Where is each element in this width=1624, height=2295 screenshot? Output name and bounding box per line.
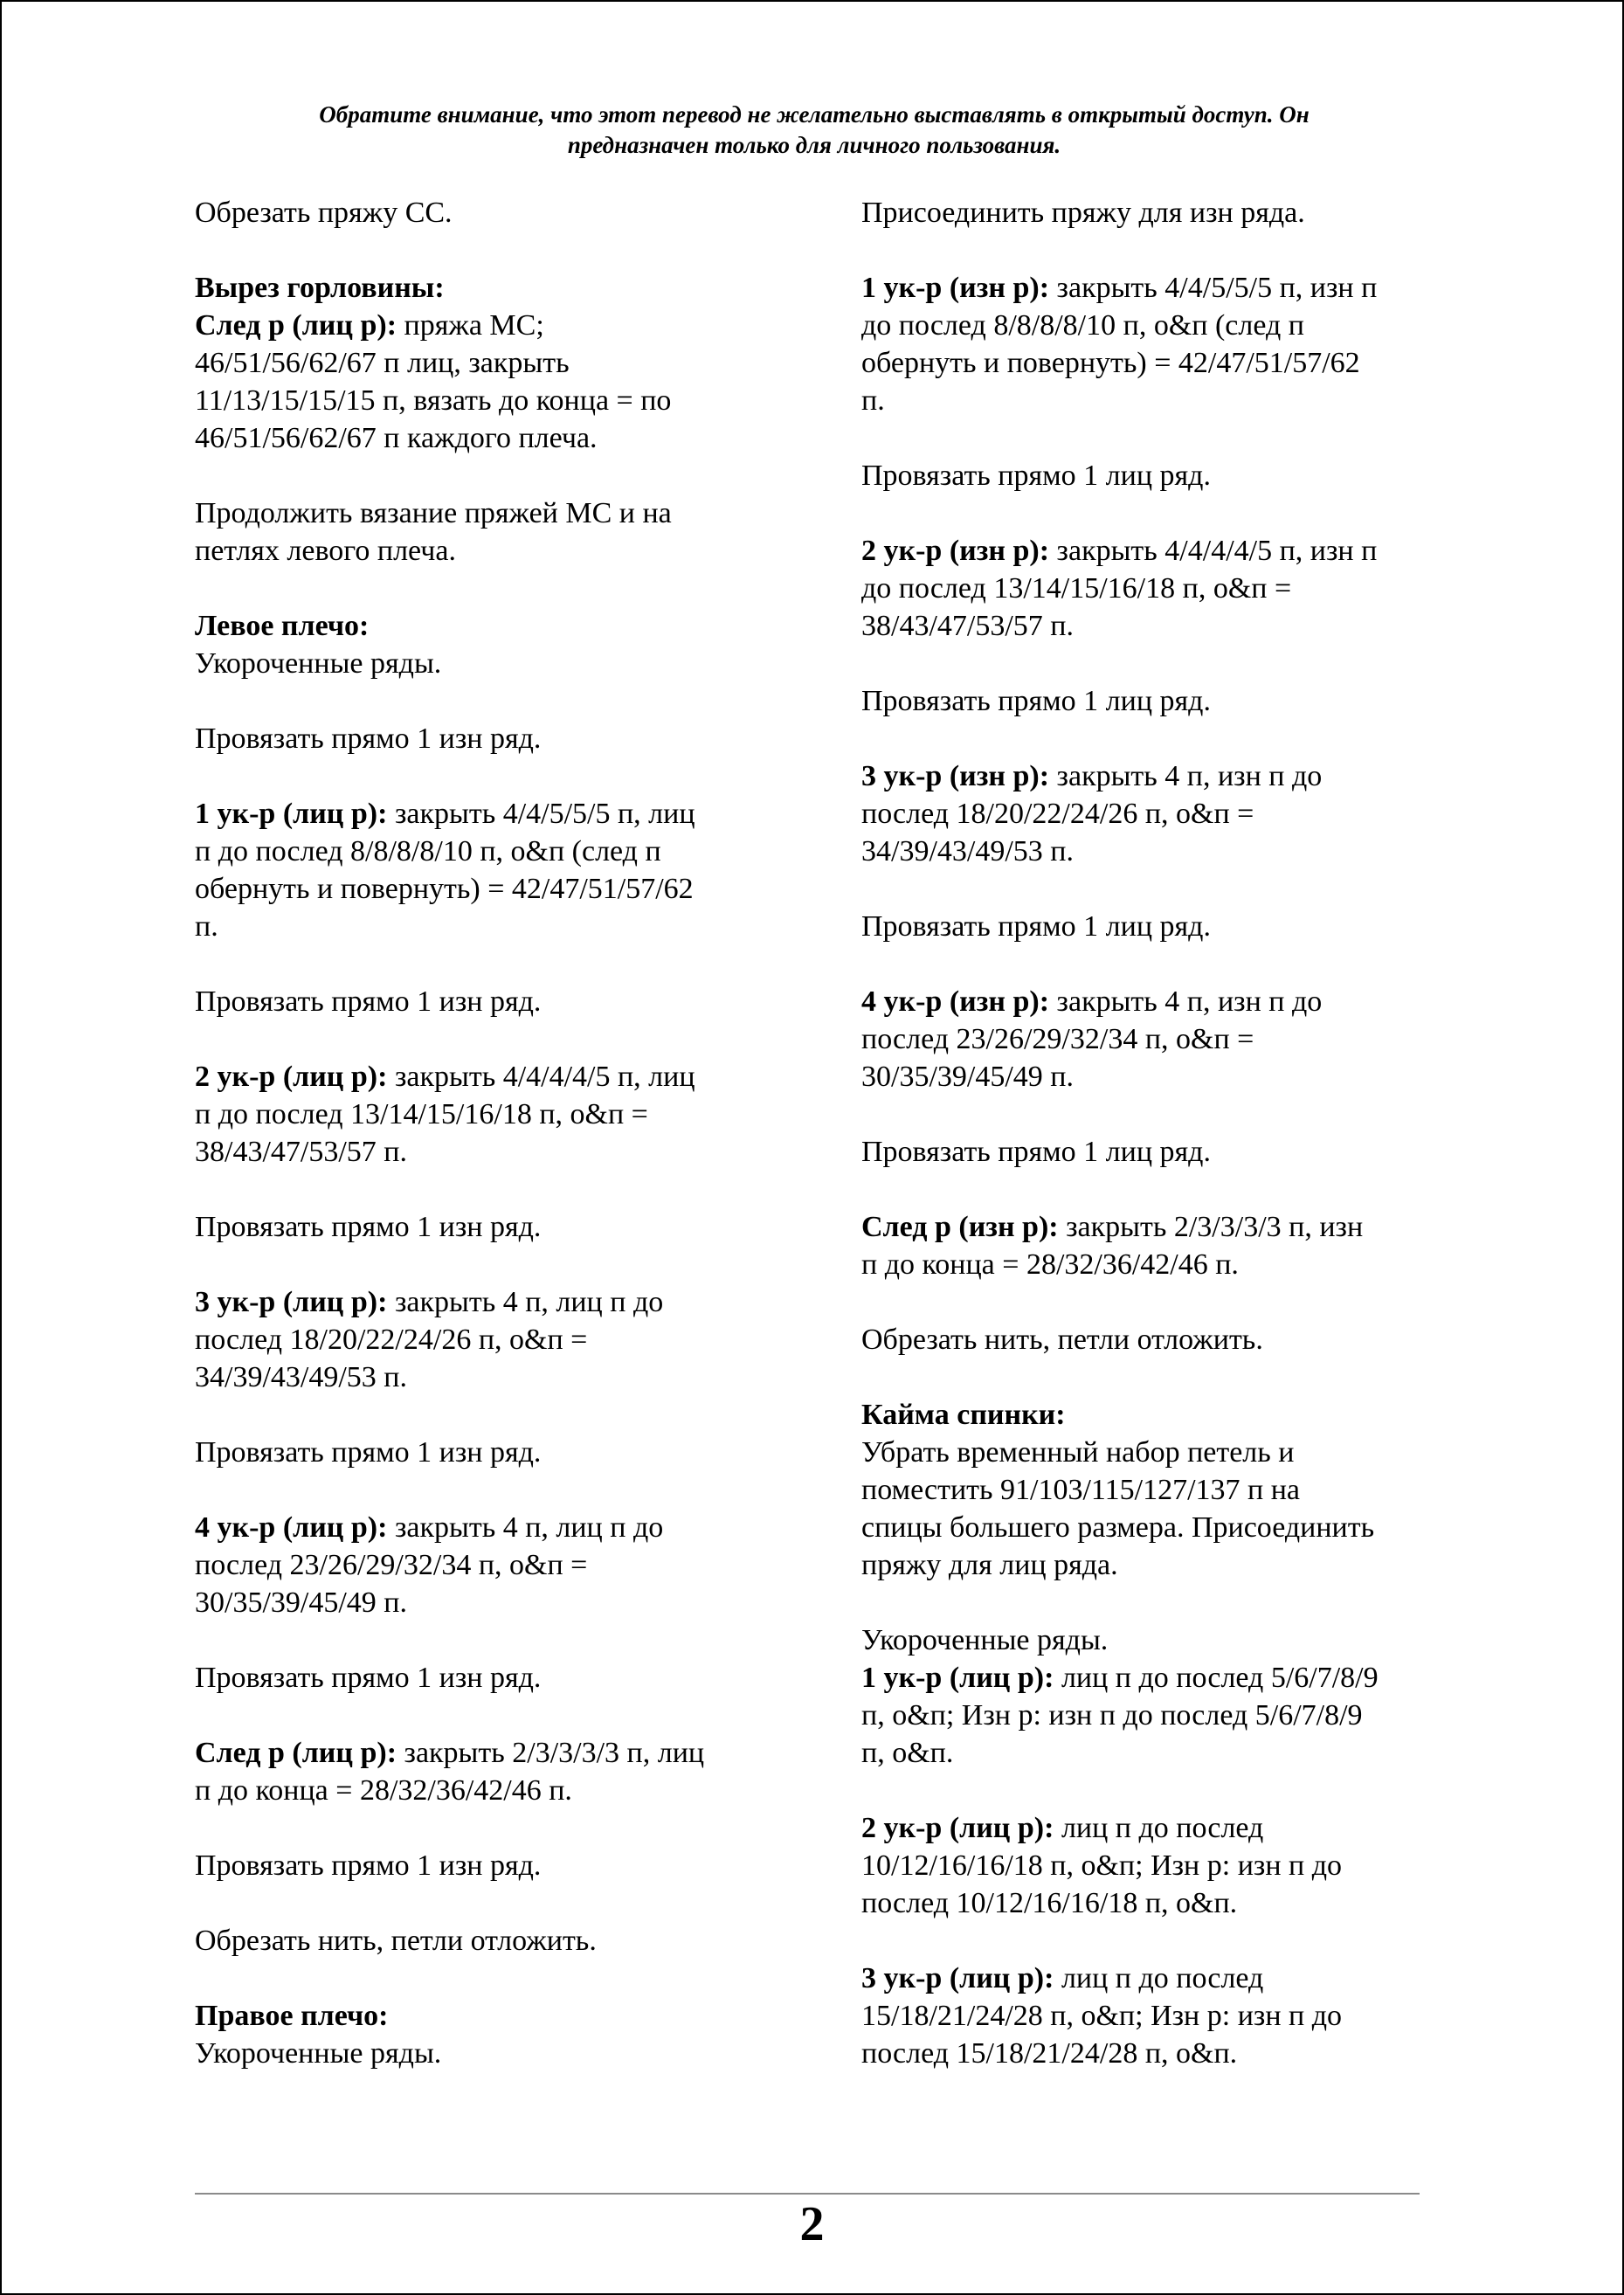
text-line bbox=[861, 1809, 1455, 1847]
paragraph bbox=[861, 1809, 1455, 1922]
footer-divider bbox=[195, 2193, 1420, 2195]
text-line bbox=[861, 983, 1455, 1020]
text-segment: п до конца = 28/32/36/42/46 п. bbox=[861, 1248, 1239, 1281]
paragraph bbox=[195, 1659, 789, 1697]
paragraph bbox=[195, 194, 789, 232]
text-segment: обернуть и повернуть) = 42/47/51/57/62 bbox=[861, 347, 1360, 379]
text-line bbox=[861, 1621, 1455, 1659]
text-segment: лиц п до послед 5/6/7/8/9 bbox=[1054, 1662, 1379, 1694]
text-segment: 30/35/39/45/49 п. bbox=[861, 1061, 1074, 1093]
text-line bbox=[195, 795, 789, 833]
text-line bbox=[195, 1358, 789, 1396]
text-line bbox=[195, 1283, 789, 1321]
text-segment: закрыть 4 п, изн п до bbox=[1049, 760, 1323, 792]
text-segment: 10/12/16/16/18 п, о&п; Изн р: изн п до bbox=[861, 1849, 1343, 1882]
text-segment: Провязать прямо 1 лиц ряд. bbox=[861, 460, 1211, 492]
bold-label: 3 ук-р (лиц р): bbox=[195, 1286, 388, 1318]
text-segment: пряжу для лиц ряда. bbox=[861, 1549, 1118, 1581]
paragraph bbox=[861, 1396, 1455, 1584]
paragraph bbox=[195, 1997, 789, 2072]
text-line bbox=[195, 2035, 789, 2072]
text-line bbox=[861, 457, 1455, 494]
notice-line: Обратите внимание, что этот перевод не желательно выставлять в открытый доступ. Он bbox=[319, 101, 1310, 128]
text-segment: Провязать прямо 1 лиц ряд. bbox=[861, 685, 1211, 717]
text-line bbox=[195, 1922, 789, 1960]
text-segment: п. bbox=[195, 910, 218, 943]
text-line bbox=[861, 1133, 1455, 1171]
text-line bbox=[861, 1847, 1455, 1884]
bold-label: 3 ук-р (лиц р): bbox=[861, 1962, 1054, 1994]
text-line bbox=[861, 1884, 1455, 1922]
text-line bbox=[195, 1434, 789, 1471]
bold-label: 4 ук-р (лиц р): bbox=[195, 1511, 388, 1544]
text-line bbox=[861, 833, 1455, 870]
text-line bbox=[195, 1772, 789, 1809]
paragraph bbox=[195, 607, 789, 682]
text-segment: лиц п до послед bbox=[1054, 1962, 1264, 1994]
text-segment: Укороченные ряды. bbox=[861, 1624, 1109, 1656]
bold-label: След р (изн р): bbox=[861, 1211, 1059, 1243]
text-segment: п. bbox=[861, 384, 885, 417]
text-line bbox=[195, 1734, 789, 1772]
paragraph bbox=[861, 457, 1455, 494]
text-line bbox=[861, 1058, 1455, 1096]
paragraph bbox=[861, 1621, 1455, 1772]
text-line bbox=[861, 908, 1455, 945]
paragraph bbox=[195, 1434, 789, 1471]
text-line bbox=[195, 344, 789, 382]
page-number: 2 bbox=[799, 2197, 825, 2251]
text-segment: Провязать прямо 1 изн ряд. bbox=[195, 1662, 542, 1694]
text-segment: пряжа МС; bbox=[397, 309, 544, 342]
text-segment: Присоединить пряжу для изн ряда. bbox=[861, 197, 1305, 229]
left-column bbox=[195, 194, 789, 2110]
text-line bbox=[861, 1960, 1455, 1997]
text-segment: Провязать прямо 1 изн ряд. bbox=[195, 722, 542, 755]
text-segment: п до послед 8/8/8/8/10 п, о&п (след п bbox=[195, 835, 661, 868]
text-line bbox=[861, 1509, 1455, 1546]
text-line bbox=[861, 1997, 1455, 2035]
text-segment: Провязать прямо 1 изн ряд. bbox=[195, 985, 542, 1018]
text-segment: Провязать прямо 1 лиц ряд. bbox=[861, 910, 1211, 943]
text-line bbox=[861, 269, 1455, 307]
text-line bbox=[861, 382, 1455, 419]
text-line bbox=[861, 344, 1455, 382]
text-line bbox=[195, 1208, 789, 1246]
text-line bbox=[861, 1734, 1455, 1772]
text-line bbox=[195, 720, 789, 757]
paragraph bbox=[195, 983, 789, 1020]
text-line bbox=[195, 1847, 789, 1884]
text-segment: послед 18/20/22/24/26 п, о&п = bbox=[195, 1324, 588, 1356]
text-line bbox=[195, 419, 789, 457]
text-segment: послед 18/20/22/24/26 п, о&п = bbox=[861, 798, 1254, 830]
paragraph bbox=[861, 1133, 1455, 1171]
text-line bbox=[861, 1321, 1455, 1358]
paragraph bbox=[195, 720, 789, 757]
text-line bbox=[861, 1546, 1455, 1584]
text-segment: Убрать временный набор петель и bbox=[861, 1436, 1295, 1469]
text-segment: закрыть 4 п, лиц п до bbox=[387, 1286, 664, 1318]
text-line bbox=[195, 1997, 789, 2035]
paragraph bbox=[861, 908, 1455, 945]
text-line bbox=[861, 1659, 1455, 1697]
text-segment: послед 23/26/29/32/34 п, о&п = bbox=[195, 1549, 588, 1581]
text-segment: закрыть 4/4/5/5/5 п, изн п bbox=[1049, 272, 1378, 304]
bold-label: Вырез горловины: bbox=[195, 272, 445, 304]
bold-label: Правое плечо: bbox=[195, 2000, 389, 2032]
bold-label: 2 ук-р (лиц р): bbox=[195, 1061, 388, 1093]
text-segment: лиц п до послед bbox=[1054, 1812, 1264, 1844]
text-segment: п, о&п. bbox=[861, 1737, 954, 1769]
text-segment: Обрезать пряжу СС. bbox=[195, 197, 453, 229]
bold-label: След р (лиц р): bbox=[195, 1737, 397, 1769]
text-line bbox=[195, 307, 789, 344]
bold-label: 2 ук-р (лиц р): bbox=[861, 1812, 1054, 1844]
text-segment: Провязать прямо 1 изн ряд. bbox=[195, 1211, 542, 1243]
text-line bbox=[195, 1509, 789, 1546]
text-segment: 30/35/39/45/49 п. bbox=[195, 1586, 407, 1619]
text-line bbox=[195, 1584, 789, 1621]
text-line bbox=[195, 269, 789, 307]
text-line bbox=[195, 194, 789, 232]
bold-label: Левое плечо: bbox=[195, 610, 370, 642]
text-line bbox=[195, 1133, 789, 1171]
paragraph bbox=[195, 1922, 789, 1960]
text-line bbox=[861, 532, 1455, 570]
text-line bbox=[195, 1058, 789, 1096]
text-line bbox=[195, 870, 789, 908]
text-line bbox=[861, 570, 1455, 607]
text-segment: закрыть 4 п, лиц п до bbox=[387, 1511, 664, 1544]
text-segment: закрыть 4/4/4/4/5 п, лиц bbox=[387, 1061, 695, 1093]
text-line bbox=[195, 607, 789, 645]
paragraph bbox=[861, 682, 1455, 720]
bold-label: 1 ук-р (лиц р): bbox=[195, 798, 388, 830]
text-line bbox=[861, 1396, 1455, 1434]
text-segment: закрыть 2/3/3/3/3 п, лиц bbox=[397, 1737, 705, 1769]
text-segment: п до послед 13/14/15/16/18 п, о&п = bbox=[195, 1098, 648, 1130]
paragraph bbox=[861, 757, 1455, 870]
text-line bbox=[195, 645, 789, 682]
text-line bbox=[195, 1321, 789, 1358]
bold-label: Кайма спинки: bbox=[861, 1399, 1066, 1431]
text-segment: 11/13/15/15/15 п, вязать до конца = по bbox=[195, 384, 672, 417]
text-segment: 15/18/21/24/28 п, о&п; Изн р: изн п до bbox=[861, 2000, 1343, 2032]
text-segment: 34/39/43/49/53 п. bbox=[195, 1361, 407, 1393]
text-segment: закрыть 4/4/5/5/5 п, лиц bbox=[387, 798, 695, 830]
bold-label: След р (лиц р): bbox=[195, 309, 397, 342]
text-segment: закрыть 4/4/4/4/5 п, изн п bbox=[1049, 535, 1378, 567]
text-segment: Провязать прямо 1 изн ряд. bbox=[195, 1849, 542, 1882]
text-line bbox=[861, 2035, 1455, 2072]
text-line bbox=[861, 307, 1455, 344]
text-line bbox=[195, 1546, 789, 1584]
text-line bbox=[861, 682, 1455, 720]
paragraph bbox=[195, 1734, 789, 1809]
text-segment: закрыть 4 п, изн п до bbox=[1049, 985, 1323, 1018]
text-line bbox=[861, 795, 1455, 833]
notice bbox=[168, 100, 1461, 161]
paragraph bbox=[195, 1283, 789, 1396]
text-line bbox=[861, 607, 1455, 645]
text-line bbox=[195, 1096, 789, 1133]
text-line bbox=[195, 532, 789, 570]
paragraph bbox=[195, 1058, 789, 1171]
text-segment: Продолжить вязание пряжей МС и на bbox=[195, 497, 672, 529]
paragraph bbox=[861, 983, 1455, 1096]
paragraph bbox=[861, 1321, 1455, 1358]
text-segment: послед 10/12/16/16/18 п, о&п. bbox=[861, 1887, 1238, 1919]
bold-label: 1 ук-р (изн р): bbox=[861, 272, 1050, 304]
paragraph bbox=[861, 269, 1455, 419]
paragraph bbox=[195, 795, 789, 945]
paragraph bbox=[195, 1208, 789, 1246]
text-line bbox=[195, 833, 789, 870]
text-segment: обернуть и повернуть) = 42/47/51/57/62 bbox=[195, 873, 694, 905]
text-segment: поместить 91/103/115/127/137 п на bbox=[861, 1474, 1301, 1506]
paragraph bbox=[861, 1208, 1455, 1283]
text-segment: послед 15/18/21/24/28 п, о&п. bbox=[861, 2037, 1238, 2070]
paragraph bbox=[195, 1847, 789, 1884]
text-segment: петлях левого плеча. bbox=[195, 535, 456, 567]
text-segment: закрыть 2/3/3/3/3 п, изн bbox=[1058, 1211, 1364, 1243]
text-segment: 38/43/47/53/57 п. bbox=[861, 610, 1074, 642]
text-segment: 34/39/43/49/53 п. bbox=[861, 835, 1074, 868]
right-column bbox=[861, 194, 1455, 2110]
text-line bbox=[861, 194, 1455, 232]
text-segment: 46/51/56/62/67 п лиц, закрыть bbox=[195, 347, 570, 379]
text-segment: п до конца = 28/32/36/42/46 п. bbox=[195, 1774, 572, 1807]
text-segment: до послед 8/8/8/8/10 п, о&п (след п bbox=[861, 309, 1304, 342]
text-line bbox=[861, 1246, 1455, 1283]
text-segment: Обрезать нить, петли отложить. bbox=[195, 1925, 597, 1957]
paragraph bbox=[195, 269, 789, 457]
text-segment: п, о&п; Изн р: изн п до послед 5/6/7/8/9 bbox=[861, 1699, 1363, 1732]
text-segment: 38/43/47/53/57 п. bbox=[195, 1136, 407, 1168]
text-segment: Провязать прямо 1 изн ряд. bbox=[195, 1436, 542, 1469]
text-line bbox=[861, 1697, 1455, 1734]
paragraph bbox=[861, 194, 1455, 232]
text-line bbox=[861, 1020, 1455, 1058]
notice-line: предназначен только для личного пользования. bbox=[567, 132, 1061, 158]
text-segment: Провязать прямо 1 лиц ряд. bbox=[861, 1136, 1211, 1168]
text-segment: спицы большего размера. Присоединить bbox=[861, 1511, 1375, 1544]
bold-label: 4 ук-р (изн р): bbox=[861, 985, 1050, 1018]
text-segment: послед 23/26/29/32/34 п, о&п = bbox=[861, 1023, 1254, 1055]
bold-label: 2 ук-р (изн р): bbox=[861, 535, 1050, 567]
paragraph bbox=[861, 1960, 1455, 2072]
text-segment: Укороченные ряды. bbox=[195, 647, 442, 680]
text-line bbox=[195, 494, 789, 532]
text-line bbox=[195, 1659, 789, 1697]
text-segment: до послед 13/14/15/16/18 п, о&п = bbox=[861, 572, 1292, 605]
text-segment: Укороченные ряды. bbox=[195, 2037, 442, 2070]
bold-label: 3 ук-р (изн р): bbox=[861, 760, 1050, 792]
text-line bbox=[861, 757, 1455, 795]
text-line bbox=[195, 908, 789, 945]
text-line bbox=[861, 1208, 1455, 1246]
text-segment: 46/51/56/62/67 п каждого плеча. bbox=[195, 422, 598, 454]
text-line bbox=[195, 983, 789, 1020]
text-segment: Обрезать нить, петли отложить. bbox=[861, 1324, 1263, 1356]
paragraph bbox=[861, 532, 1455, 645]
text-line bbox=[195, 382, 789, 419]
text-line bbox=[861, 1471, 1455, 1509]
bold-label: 1 ук-р (лиц р): bbox=[861, 1662, 1054, 1694]
paragraph bbox=[195, 1509, 789, 1621]
paragraph bbox=[195, 494, 789, 570]
text-line bbox=[861, 1434, 1455, 1471]
